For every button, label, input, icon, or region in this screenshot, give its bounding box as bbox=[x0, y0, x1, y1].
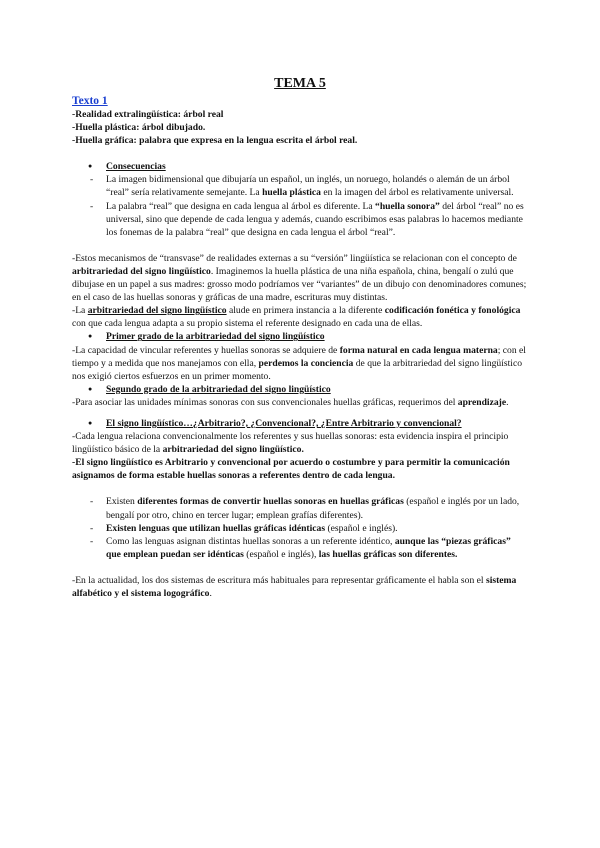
paragraph-final: -En la actualidad, los dos sistemas de escritura más habituales para representar gráficamente el habla son el sistema alfabético y el sistema logográfico. bbox=[72, 574, 517, 599]
segundo-grado-heading: ● Segundo grado de la arbitrariedad del signo lingüístico bbox=[72, 383, 528, 396]
list-item-3: - Como las lenguas asignan distintas huellas sonoras a un referente idéntico, aunque las “piezas gráficas” que emplean puedan ser idénticas (español e inglés), las huellas gráficas son diferentes. bbox=[72, 535, 528, 561]
list-item-1: - Existen diferentes formas de convertir huellas sonoras en huellas gráficas (español e inglés por un lado, bengalí por otro, chino en tercer lugar; emplean grafías diferentes). bbox=[72, 495, 528, 521]
paragraph-signo-bold: -El signo lingüístico es Arbitrario y convencional por acuerdo o costumbre y para permitir la comunicación asignamos de forma estable huellas sonoras a referentes dentro de cada lengua. bbox=[72, 457, 510, 482]
paragraph-primer-grado: -La capacidad de vincular referentes y huellas sonoras se adquiere de forma natural en cada lengua materna; con el tiempo y a medida que nos manejamos con ella, perdemos la conciencia de que la arbitrariedad del signo lingüístico nos exigió ciertos esfuerzos en un primer momento. bbox=[72, 344, 526, 382]
intro-line-1: -Realidad extralingüística: árbol real bbox=[72, 109, 224, 120]
consecuencias-item-2: - La palabra “real” que designa en cada lengua al árbol es diferente. La “huella sonora” del árbol “real” no es universal, sino que depende de cada lengua y además, cuando escribimos esas palabras lo hacemos mediante los fonemas de la palabra “real” que designa en cada lengua el árbol “real”. bbox=[72, 200, 528, 239]
texto-1-link[interactable]: Texto 1 bbox=[72, 95, 108, 107]
intro-line-3: -Huella gráfica: palabra que expresa en la lengua escrita el árbol real. bbox=[72, 135, 358, 147]
page-title: TEMA 5 bbox=[274, 76, 326, 91]
consecuencias-item-1: - La imagen bidimensional que dibujaría un español, un inglés, un noruego, holandés o alemán de un árbol “real” sería relativamente semejante. La huella plástica en la imagen del árbol es relativamente universal. bbox=[72, 173, 528, 199]
signo-heading: ● El signo lingüístico…¿Arbitrario?, ¿Convencional?, ¿Entre Arbitrario y convencional? bbox=[72, 417, 528, 430]
paragraph-arbitrariedad: -La arbitrariedad del signo lingüístico alude en primera instancia a la diferente codificación fonética y fonológica con que cada lengua adapta a su propio sistema el referente designado en cada una de ellas. bbox=[72, 305, 521, 330]
paragraph-segundo-grado: -Para asociar las unidades mínimas sonoras con sus convencionales huellas gráficas, requerimos del aprendizaje. bbox=[72, 396, 509, 408]
primer-grado-heading: ● Primer grado de la arbitrariedad del signo lingüístico bbox=[72, 330, 528, 343]
paragraph-signo: -Cada lengua relaciona convencionalmente los referentes y sus huellas sonoras: esta evidencia inspira el principio lingüístico básico de la arbitrariedad del signo lingüístico. bbox=[72, 431, 509, 456]
list-item-2: - Existen lenguas que utilizan huellas gráficas idénticas (español e inglés). bbox=[72, 522, 528, 535]
paragraph-transvase: -Estos mecanismos de “transvase” de realidades externas a su “versión” lingüística se relacionan con el concepto de arbitrariedad del signo lingüístico. Imaginemos la huella plástica de una niña española, china, bengalí o zulú que dibujase en un papel a sus madres: grosso modo podríamos ver “variantes” de un dibujo con denominadores comunes; en el caso de las huellas sonoras y gráficas de una madre, escrituras muy distintas. bbox=[72, 252, 527, 304]
consecuencias-heading: ● Consecuencias bbox=[72, 160, 528, 173]
intro-line-2: -Huella plástica: árbol dibujado. bbox=[72, 122, 206, 134]
